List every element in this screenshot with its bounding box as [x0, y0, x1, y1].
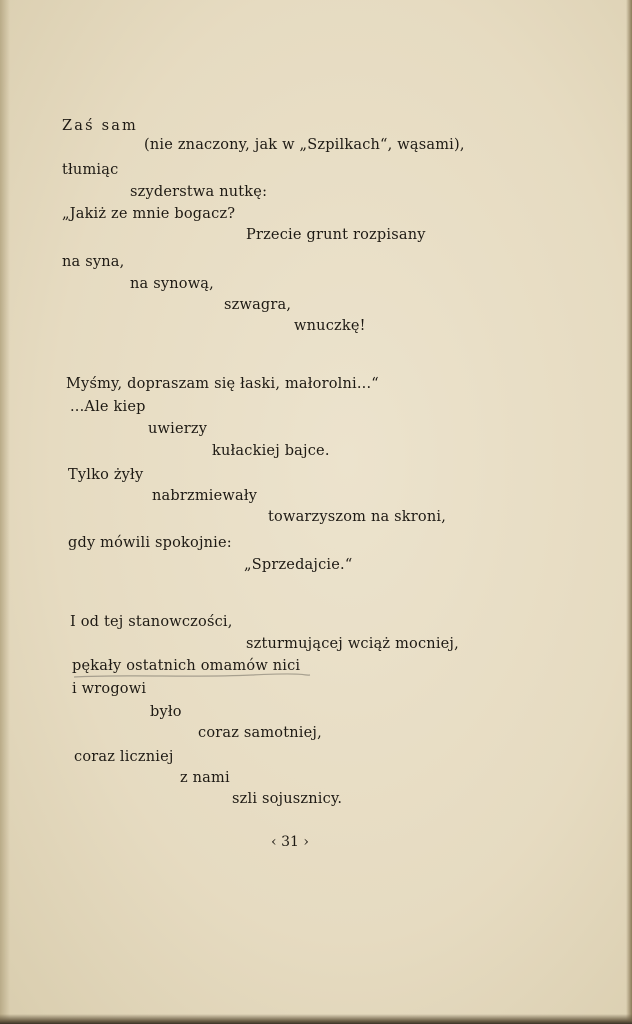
poem-line: kułackiej bajce.	[212, 443, 330, 459]
poem-line: wnuczkę!	[294, 318, 366, 334]
poem-line: „Jakiż ze mnie bogacz?	[62, 206, 236, 222]
poem-line: szturmującej wciąż mocniej,	[246, 636, 459, 652]
poem-line: Myśmy, dopraszam się łaski, małorolni...“	[66, 376, 379, 392]
poem-line: ...Ale kiep	[70, 399, 146, 415]
poem-line: uwierzy	[148, 421, 208, 437]
poem-line: tłumiąc	[62, 162, 119, 178]
page-left-edge	[0, 0, 10, 1024]
poem-line: i wrogowi	[72, 681, 147, 697]
poem-line: szyderstwa nutkę:	[130, 184, 268, 200]
poem-line: coraz samotniej,	[198, 725, 322, 741]
poem-line: gdy mówili spokojnie:	[68, 535, 232, 551]
poem-line: na syna,	[62, 254, 125, 270]
poem-line: coraz liczniej	[74, 749, 174, 765]
poem-line: „Sprzedajcie.“	[244, 557, 353, 573]
poem-line: Tylko żyły	[68, 467, 144, 483]
page-bottom-edge	[0, 1014, 632, 1024]
poem-line: I od tej stanowczości,	[70, 614, 233, 630]
poem-line: pękały ostatnich omamów nici	[72, 658, 301, 674]
poem-line: towarzyszom na skroni,	[268, 509, 447, 525]
poem-line: nabrzmiewały	[152, 488, 258, 504]
poem-line: na synową,	[130, 276, 214, 292]
poem-line: Zaś sam	[62, 118, 139, 134]
poem-line: Przecie grunt rozpisany	[246, 227, 426, 243]
poem-line: z nami	[180, 770, 230, 786]
poem-line: (nie znaczony, jak w „Szpilkach“, wąsami),	[144, 137, 465, 153]
page-number: ‹ 31 ›	[271, 834, 309, 850]
page-right-edge	[626, 0, 632, 1024]
poem-line: szwagra,	[224, 297, 292, 313]
poem-line: było	[150, 704, 182, 720]
pencil-underline-mark	[72, 672, 312, 680]
poem-line: szli sojusznicy.	[232, 791, 343, 807]
